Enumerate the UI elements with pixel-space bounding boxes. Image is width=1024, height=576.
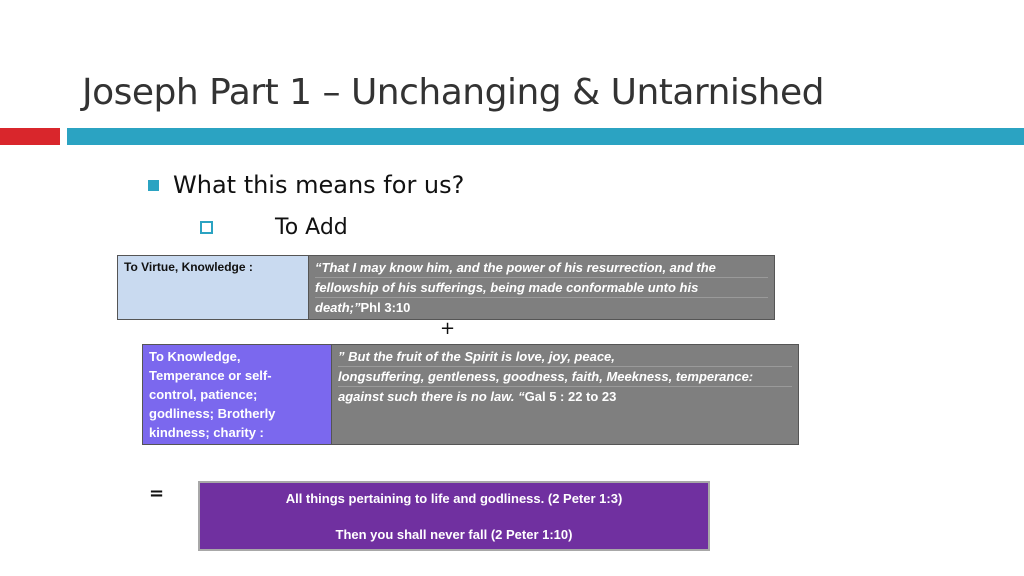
virtue-knowledge-label: To Virtue, Knowledge : — [118, 256, 309, 320]
virtue-knowledge-table — [117, 255, 775, 320]
result-line-2: Then you shall never fall (2 Peter 1:10) — [335, 527, 573, 542]
quote-line: longsuffering, gentleness, goodness, faith, Meekness, temperance: — [338, 367, 792, 387]
title-divider-blue — [67, 128, 1024, 145]
quote-line: “That I may know him, and the power of his resurrection, and the — [315, 258, 768, 278]
bullet-level2 — [200, 215, 348, 240]
quote-line: ” But the fruit of the Spirit is love, joy, peace, — [338, 347, 792, 367]
bullet-level2-text: To Add — [275, 215, 348, 240]
quote-line: death;” — [315, 300, 361, 315]
label-line: Temperance or self- — [149, 368, 272, 383]
bullet-level1 — [148, 171, 464, 199]
hollow-square-bullet-icon — [200, 221, 213, 234]
label-line: control, patience; — [149, 387, 258, 402]
bullet-level1-text: What this means for us? — [173, 171, 465, 199]
quote-reference: Phl 3:10 — [360, 300, 411, 315]
result-line-1: All things pertaining to life and godliness. (2 Peter 1:3) — [285, 491, 623, 506]
fruit-of-spirit-quote — [332, 345, 799, 445]
result-box — [198, 481, 710, 551]
knowledge-temperance-label — [143, 345, 332, 445]
square-bullet-icon — [148, 180, 159, 191]
knowledge-temperance-table — [142, 344, 799, 445]
label-line: kindness; charity : — [149, 425, 264, 440]
virtue-knowledge-quote — [309, 256, 775, 320]
label-line: To Knowledge, — [149, 349, 241, 364]
slide-title: Joseph Part 1 – Unchanging & Untarnished — [82, 72, 824, 113]
quote-reference: Gal 5 : 22 to 23 — [524, 389, 617, 404]
quote-line: fellowship of his sufferings, being made conformable unto his — [315, 278, 768, 298]
plus-sign: + — [440, 318, 456, 339]
title-divider-red — [0, 128, 60, 145]
label-line: godliness; Brotherly — [149, 406, 276, 421]
quote-line: against such there is no law. “ — [338, 389, 525, 404]
equals-sign: = — [149, 483, 165, 504]
